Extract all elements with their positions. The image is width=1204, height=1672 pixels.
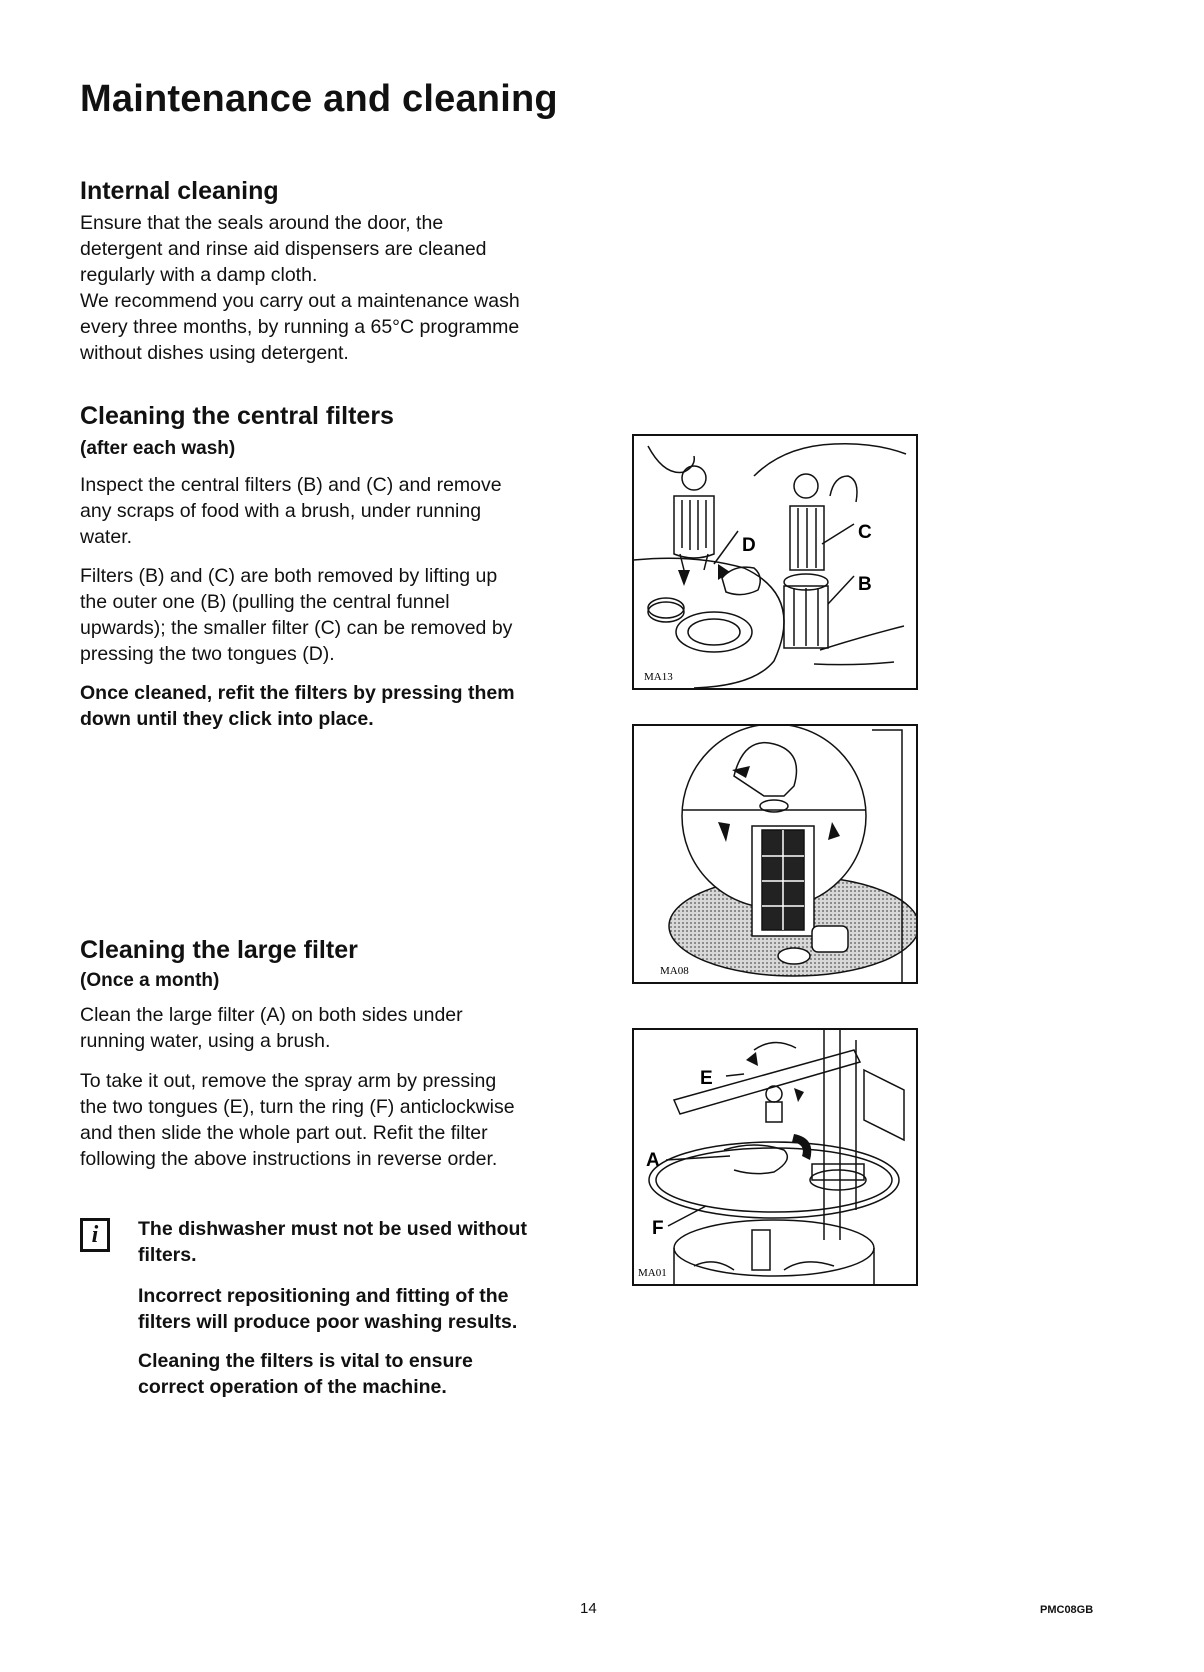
text-line: Clean the large filter (A) on both sides under — [80, 1004, 463, 1026]
text-line: running water, using a brush. — [80, 1030, 331, 1052]
text-line: every three months, by running a 65°C programme — [80, 316, 520, 338]
label-e: E — [700, 1068, 713, 1089]
figure-central-filters — [632, 434, 918, 690]
text-line: Ensure that the seals around the door, the — [80, 212, 444, 234]
text-line: following the above instructions in reverse order. — [80, 1148, 498, 1170]
text-line: without dishes using detergent. — [80, 342, 349, 364]
text-line: the two tongues (E), turn the ring (F) anticlockwise — [80, 1096, 515, 1118]
page-number: 14 — [580, 1600, 597, 1617]
large-filter-frequency: (Once a month) — [80, 970, 220, 991]
internal-cleaning-heading: Internal cleaning — [80, 177, 279, 205]
label-c: C — [858, 522, 872, 543]
text-line: We recommend you carry out a maintenance wash — [80, 290, 520, 312]
warning-1 — [138, 1216, 618, 1268]
text-line: water. — [80, 526, 133, 548]
text-line: filters will produce poor washing results. — [138, 1311, 518, 1333]
figure-filter-detail — [632, 724, 918, 984]
text-line: the outer one (B) (pulling the central funnel — [80, 591, 450, 613]
figure-code-ma01: MA01 — [638, 1267, 667, 1279]
text-line: Once cleaned, refit the filters by pressing them — [80, 682, 515, 704]
label-f: F — [652, 1218, 664, 1239]
label-d: D — [742, 535, 756, 556]
text-line: Inspect the central filters (B) and (C) and remove — [80, 474, 502, 496]
text-line: Cleaning the filters is vital to ensure — [138, 1350, 473, 1372]
figure-large-filter — [632, 1028, 918, 1286]
central-filters-heading: Cleaning the central filters — [80, 402, 394, 430]
text-line: upwards); the smaller filter (C) can be removed by — [80, 617, 513, 639]
central-filters-para2 — [80, 563, 600, 667]
large-filter-heading: Cleaning the large filter — [80, 936, 358, 964]
large-filter-para2 — [80, 1068, 600, 1172]
document-code: PMC08GB — [1040, 1604, 1094, 1616]
text-line: To take it out, remove the spray arm by pressing — [80, 1070, 497, 1092]
text-line: pressing the two tongues (D). — [80, 643, 335, 665]
text-line: Filters (B) and (C) are both removed by lifting up — [80, 565, 498, 587]
text-line: regularly with a damp cloth. — [80, 264, 318, 286]
page-title: Maintenance and cleaning — [80, 78, 558, 120]
figure-code-ma13: MA13 — [644, 671, 673, 683]
info-icon — [80, 1218, 110, 1252]
figure-code-ma08: MA08 — [660, 965, 689, 977]
text-line: Incorrect repositioning and fitting of the — [138, 1285, 509, 1307]
warning-2 — [138, 1283, 618, 1335]
text-line: any scraps of food with a brush, under running — [80, 500, 482, 522]
internal-cleaning-text — [80, 210, 600, 366]
central-filters-illustration — [634, 436, 916, 688]
label-a: A — [646, 1150, 660, 1171]
text-line: The dishwasher must not be used without — [138, 1218, 527, 1240]
warning-3 — [138, 1348, 618, 1400]
large-filter-para1 — [80, 1002, 600, 1054]
text-line: filters. — [138, 1244, 197, 1266]
text-line: correct operation of the machine. — [138, 1376, 447, 1398]
text-line: detergent and rinse aid dispensers are cleaned — [80, 238, 487, 260]
central-filters-frequency: (after each wash) — [80, 438, 236, 459]
central-filters-para1 — [80, 472, 600, 550]
filter-detail-illustration — [634, 726, 916, 982]
large-filter-illustration — [634, 1030, 916, 1284]
central-filters-note — [80, 680, 600, 732]
label-b: B — [858, 574, 872, 595]
text-line: down until they click into place. — [80, 708, 374, 730]
info-glyph: i — [91, 1222, 99, 1248]
text-line: and then slide the whole part out. Refit the filter — [80, 1122, 488, 1144]
